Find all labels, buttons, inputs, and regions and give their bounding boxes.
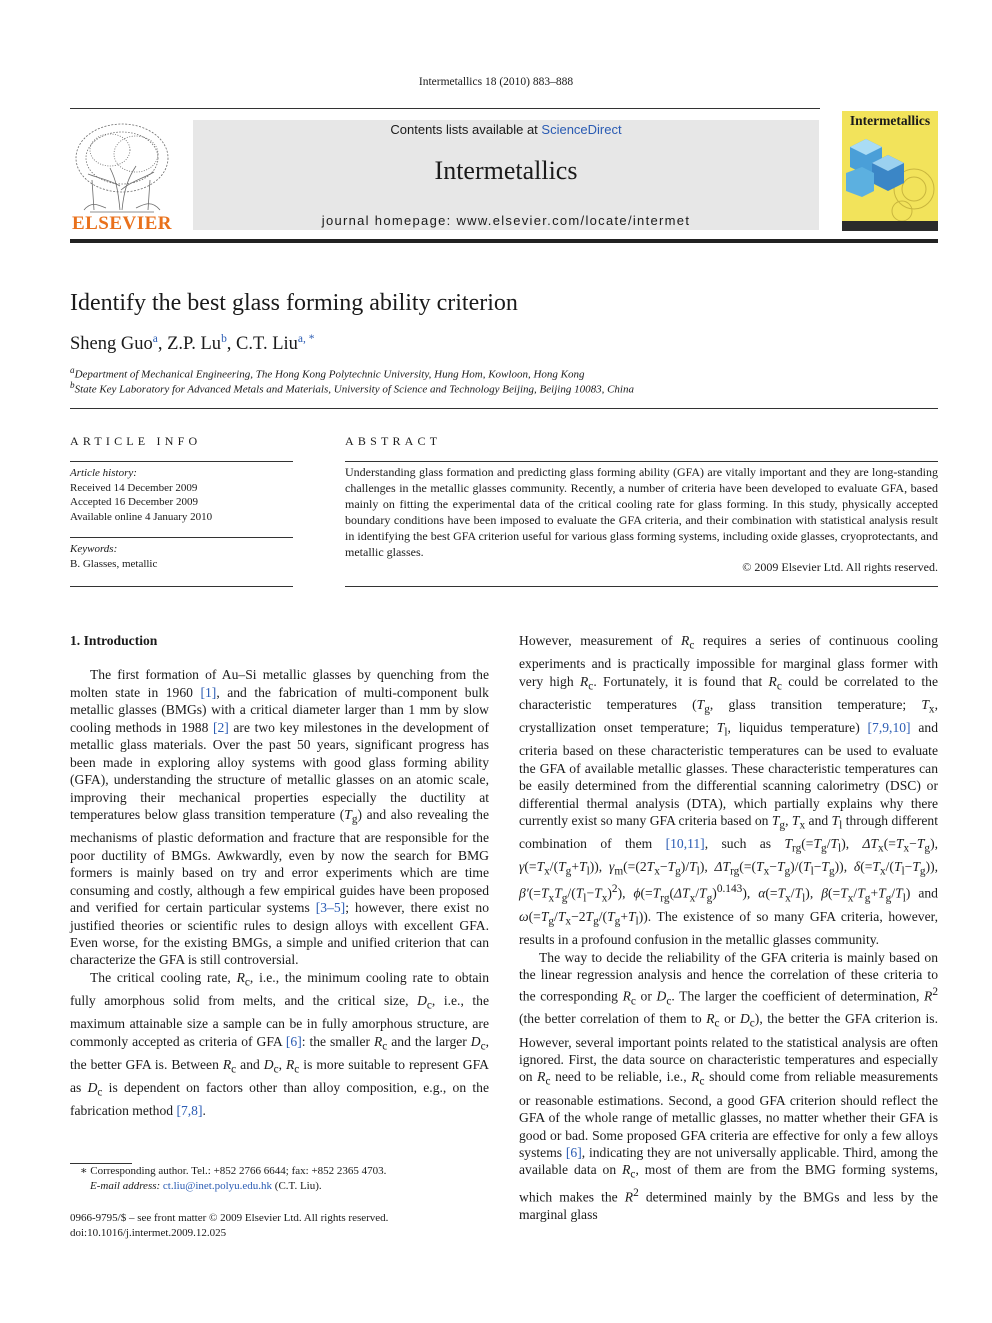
- citation-link[interactable]: [10,11]: [665, 836, 705, 852]
- footnotes: [70, 1164, 489, 1194]
- author-affiliation-sup[interactable]: b: [221, 333, 227, 345]
- journal-name: Intermetallics: [434, 156, 578, 185]
- front-matter: [70, 1211, 388, 1240]
- section-heading: 1. Introduction: [70, 633, 158, 648]
- accepted-date: Accepted 16 December 2009: [70, 496, 198, 508]
- email-note: [70, 1179, 489, 1194]
- abstract-heading: ABSTRACT: [345, 434, 442, 448]
- citation-link[interactable]: [6]: [285, 1033, 302, 1049]
- contents-prefix: Contents lists available at: [390, 122, 542, 137]
- history-label: Article history:: [70, 467, 137, 479]
- journal-citation: Intermetallics 18 (2010) 883–888: [418, 76, 574, 88]
- journal-homepage[interactable]: journal homepage: www.elsevier.com/locate/intermet: [321, 213, 691, 228]
- body-paragraph: The critical cooling rate, $R_c$, i.e., the minimum cooling rate to obtain fully amorphous solid from melts, and the critical size, $D_c$, i.e., the maximum attainable size a sample can be in fully amorphous structure, are commonly accepted as criteria of GFA [6]: the smaller $R_c$ and the larger $D_c$, the better GFA is. Between $R_c$ and $D_c$, $R_c$ is more suitable to represent GFA as $D_c$ is dependent on factors other than alloy composition, e.g., on the fabrication method [7,8].: [70, 969, 490, 1119]
- author-affiliation-sup[interactable]: a: [152, 333, 158, 345]
- divider: [70, 586, 293, 587]
- article-history: [70, 466, 290, 524]
- abstract-body: [345, 465, 938, 576]
- citation-link[interactable]: [7,9,10]: [867, 719, 911, 735]
- received-date: Received 14 December 2009: [70, 481, 198, 494]
- citation-link[interactable]: [6]: [565, 1145, 582, 1161]
- email-suffix: (C.T. Liu).: [272, 1180, 322, 1192]
- divider: [345, 586, 938, 587]
- doi-line[interactable]: doi:10.1016/j.intermet.2009.12.025: [70, 1226, 227, 1239]
- elsevier-wordmark: ELSEVIER: [71, 213, 173, 234]
- article-info-heading: ARTICLE INFO: [70, 434, 202, 448]
- issn-line: 0966-9795/$ – see front matter © 2009 Elsevier Ltd. All rights reserved.: [70, 1212, 389, 1224]
- author-list: Sheng Guo$^a$, Z.P. Lu$^b$, C.T. Liu$^{a, *}$: [70, 333, 315, 354]
- contents-line: [193, 122, 819, 137]
- citation-link[interactable]: [2]: [212, 719, 229, 735]
- section-divider: [70, 408, 938, 409]
- abstract-copyright: © 2009 Elsevier Ltd. All rights reserved.: [742, 560, 938, 575]
- body-left-column: [70, 632, 489, 1120]
- body-paragraph: The way to decide the reliability of the GFA criteria is mainly based on the linear regression analysis and hence the correlation of these criteria to the corresponding $R_c$ or $D_c$. The larger the coefficient of determination, $R^2$ (the better correlation of them to $R_c$ or $D_c$), the better the GFA criterion is. However, several important points related to the statistical analysis are often ignored. First, the data source on characteristic temperatures and especially on $R_c$ need to be reliable, i.e., $R_c$ should come from reliable measurements or reasonable estimations. Second, a good GFA criterion should reflect the GFA of the whole range of metallic glasses, no matter whether their GFA is good or bad. Some proposed GFA criteria are effective for only a few alloys systems [6], indicating they are not universally applicable. Third, among the available data on $R_c$, most of them are from the BMG forming systems, which makes the $R^2$ determined mainly by the BMGs and less by the marginal glass: [519, 949, 939, 1222]
- author-affiliation-sup[interactable]: a, *: [297, 333, 315, 345]
- affiliation-b: $^b$State Key Laboratory for Advanced Metals and Materials, University of Science and Technology Beijing, Beijing 10083, China: [70, 380, 634, 396]
- header-top-rule: [70, 108, 820, 109]
- keywords: [70, 542, 290, 571]
- cover-graphic-icon: [842, 111, 938, 231]
- online-date: Available online 4 January 2010: [70, 510, 213, 523]
- author-name: C.T. Liu: [236, 333, 298, 354]
- divider: [70, 537, 293, 538]
- author-name: Z.P. Lu: [167, 333, 222, 354]
- email-link[interactable]: ct.liu@inet.polyu.edu.hk: [162, 1180, 273, 1192]
- citation-link[interactable]: [7,8]: [176, 1103, 203, 1119]
- body-paragraph: The first formation of Au–Si metallic glasses by quenching from the molten state in 1960 [1], and the fabrication of multi-component bulk metallic glasses (BMGs) with a critical diameter larger than 1 mm by slow cooling methods in 1988 [2] are two key milestones in the development of metallic glass materials. Over the past 50 years, significant progress has been made in exploring alloy systems with good glass forming ability (GFA), understanding the structure of metallic glasses on an atomic scale, improving their mechanical properties especially the ductility at temperatures below glass transition temperature $(T_g)$ and also revealing the mechanisms of plastic deformation and fracture that are responsible for the poor ductility of BMGs. Awkwardly, even by now the search for BMG formers is mainly based on try and error experiments which are time consuming and costly, although a few empirical guides have been proposed and verified for certain particular systems [3–5]; however, there exist no justified theories or scientific rules to design alloys with excellent GFA. Even worse, for the existing BMGs, a simple and unified criterion that can characterize the GFA is still controversial.: [70, 667, 489, 968]
- corresponding-author-note: ∗ Corresponding author. Tel.: +852 2766 6644; fax: +852 2365 4703.: [80, 1165, 387, 1177]
- divider: [70, 461, 293, 462]
- author-name: Sheng Guo: [70, 333, 153, 354]
- citation-link[interactable]: [1]: [200, 684, 217, 700]
- cover-title: Intermetallics: [849, 113, 931, 128]
- header-bottom-rule: [70, 239, 938, 243]
- body-paragraph: However, measurement of $R_c$ requires a series of continuous cooling experiments and is practically impossible for marginal glass former with very high $R_c$. Fortunately, it is found that $R_c$ could be correlated to the characteristic temperatures ($T_g$, glass transition temperature; $T_x$, crystallization onset temperature; $T_l$, liquidus temperature) [7,9,10] and criteria based on these characteristic temperatures can be used to evaluate the GFA of available metallic glasses. These characteristic temperatures can be easily determined from the differential scanning calorimetry (DSC) or differential thermal analysis (DTA), which partially explains why there currently exist so many GFA criteria based on $T_g$, $T_x$ and $T_l$ through different combination of them [10,11], such as $T_{rg}(=T_g/T_l)$, $\Delta T_x(=T_x-T_g)$, $\gamma(=T_x/(T_g+T_l))$, $\gamma_m(=(2T_x-T_g)/T_l)$, $\Delta T_{rg}(=(T_x-T_g)/(T_l-T_g))$, $\delta(=T_x/(T_l-T_g))$, $\beta'(=T_xT_g/(T_l-T_x)^2)$, $\phi(=T_{rg}(\Delta T_x/T_g)^{0.143})$, $\alpha(=T_x/T_l)$, $\beta(=T_x/T_g+T_g/T_l)$ and $\omega(=T_g/T_x-2T_g/(T_g+T_l))$. The existence of so many GFA criteria, however, results in a profound confusion in the metallic glasses community.: [519, 633, 939, 948]
- keywords-value: B. Glasses, metallic: [70, 557, 158, 570]
- journal-cover: [842, 111, 938, 231]
- affiliation-a: $^a$Department of Mechanical Engineering, The Hong Kong Polytechnic University, Hung Hom, Kowloon, Hong Kong: [70, 365, 585, 381]
- email-label: E-mail address:: [90, 1180, 163, 1192]
- divider: [345, 461, 938, 462]
- sciencedirect-link[interactable]: ScienceDirect: [541, 122, 622, 137]
- body-right-column: [519, 632, 938, 1223]
- abstract-text: Understanding glass formation and predicting glass forming ability (GFA) are vitally important and they are long-standing challenges in the metallic glasses community. Recently, a number of criteria have been developed to evaluate GFA, based mainly on fitting the experimental data of the critical cooling rate for glass forming. In this study, physically accepted boundary conditions have been imposed to evaluate the GFA criteria, and their combination with statistical analysis result in identifying the best GFA criterion useful for various glass forming systems, including oxide glasses, cryoprotectants, and metallic glasses.: [345, 465, 938, 559]
- keywords-label: Keywords:: [70, 543, 118, 555]
- citation-link[interactable]: [3–5]: [315, 900, 346, 916]
- paper-title: Identify the best glass forming ability criterion: [70, 290, 518, 316]
